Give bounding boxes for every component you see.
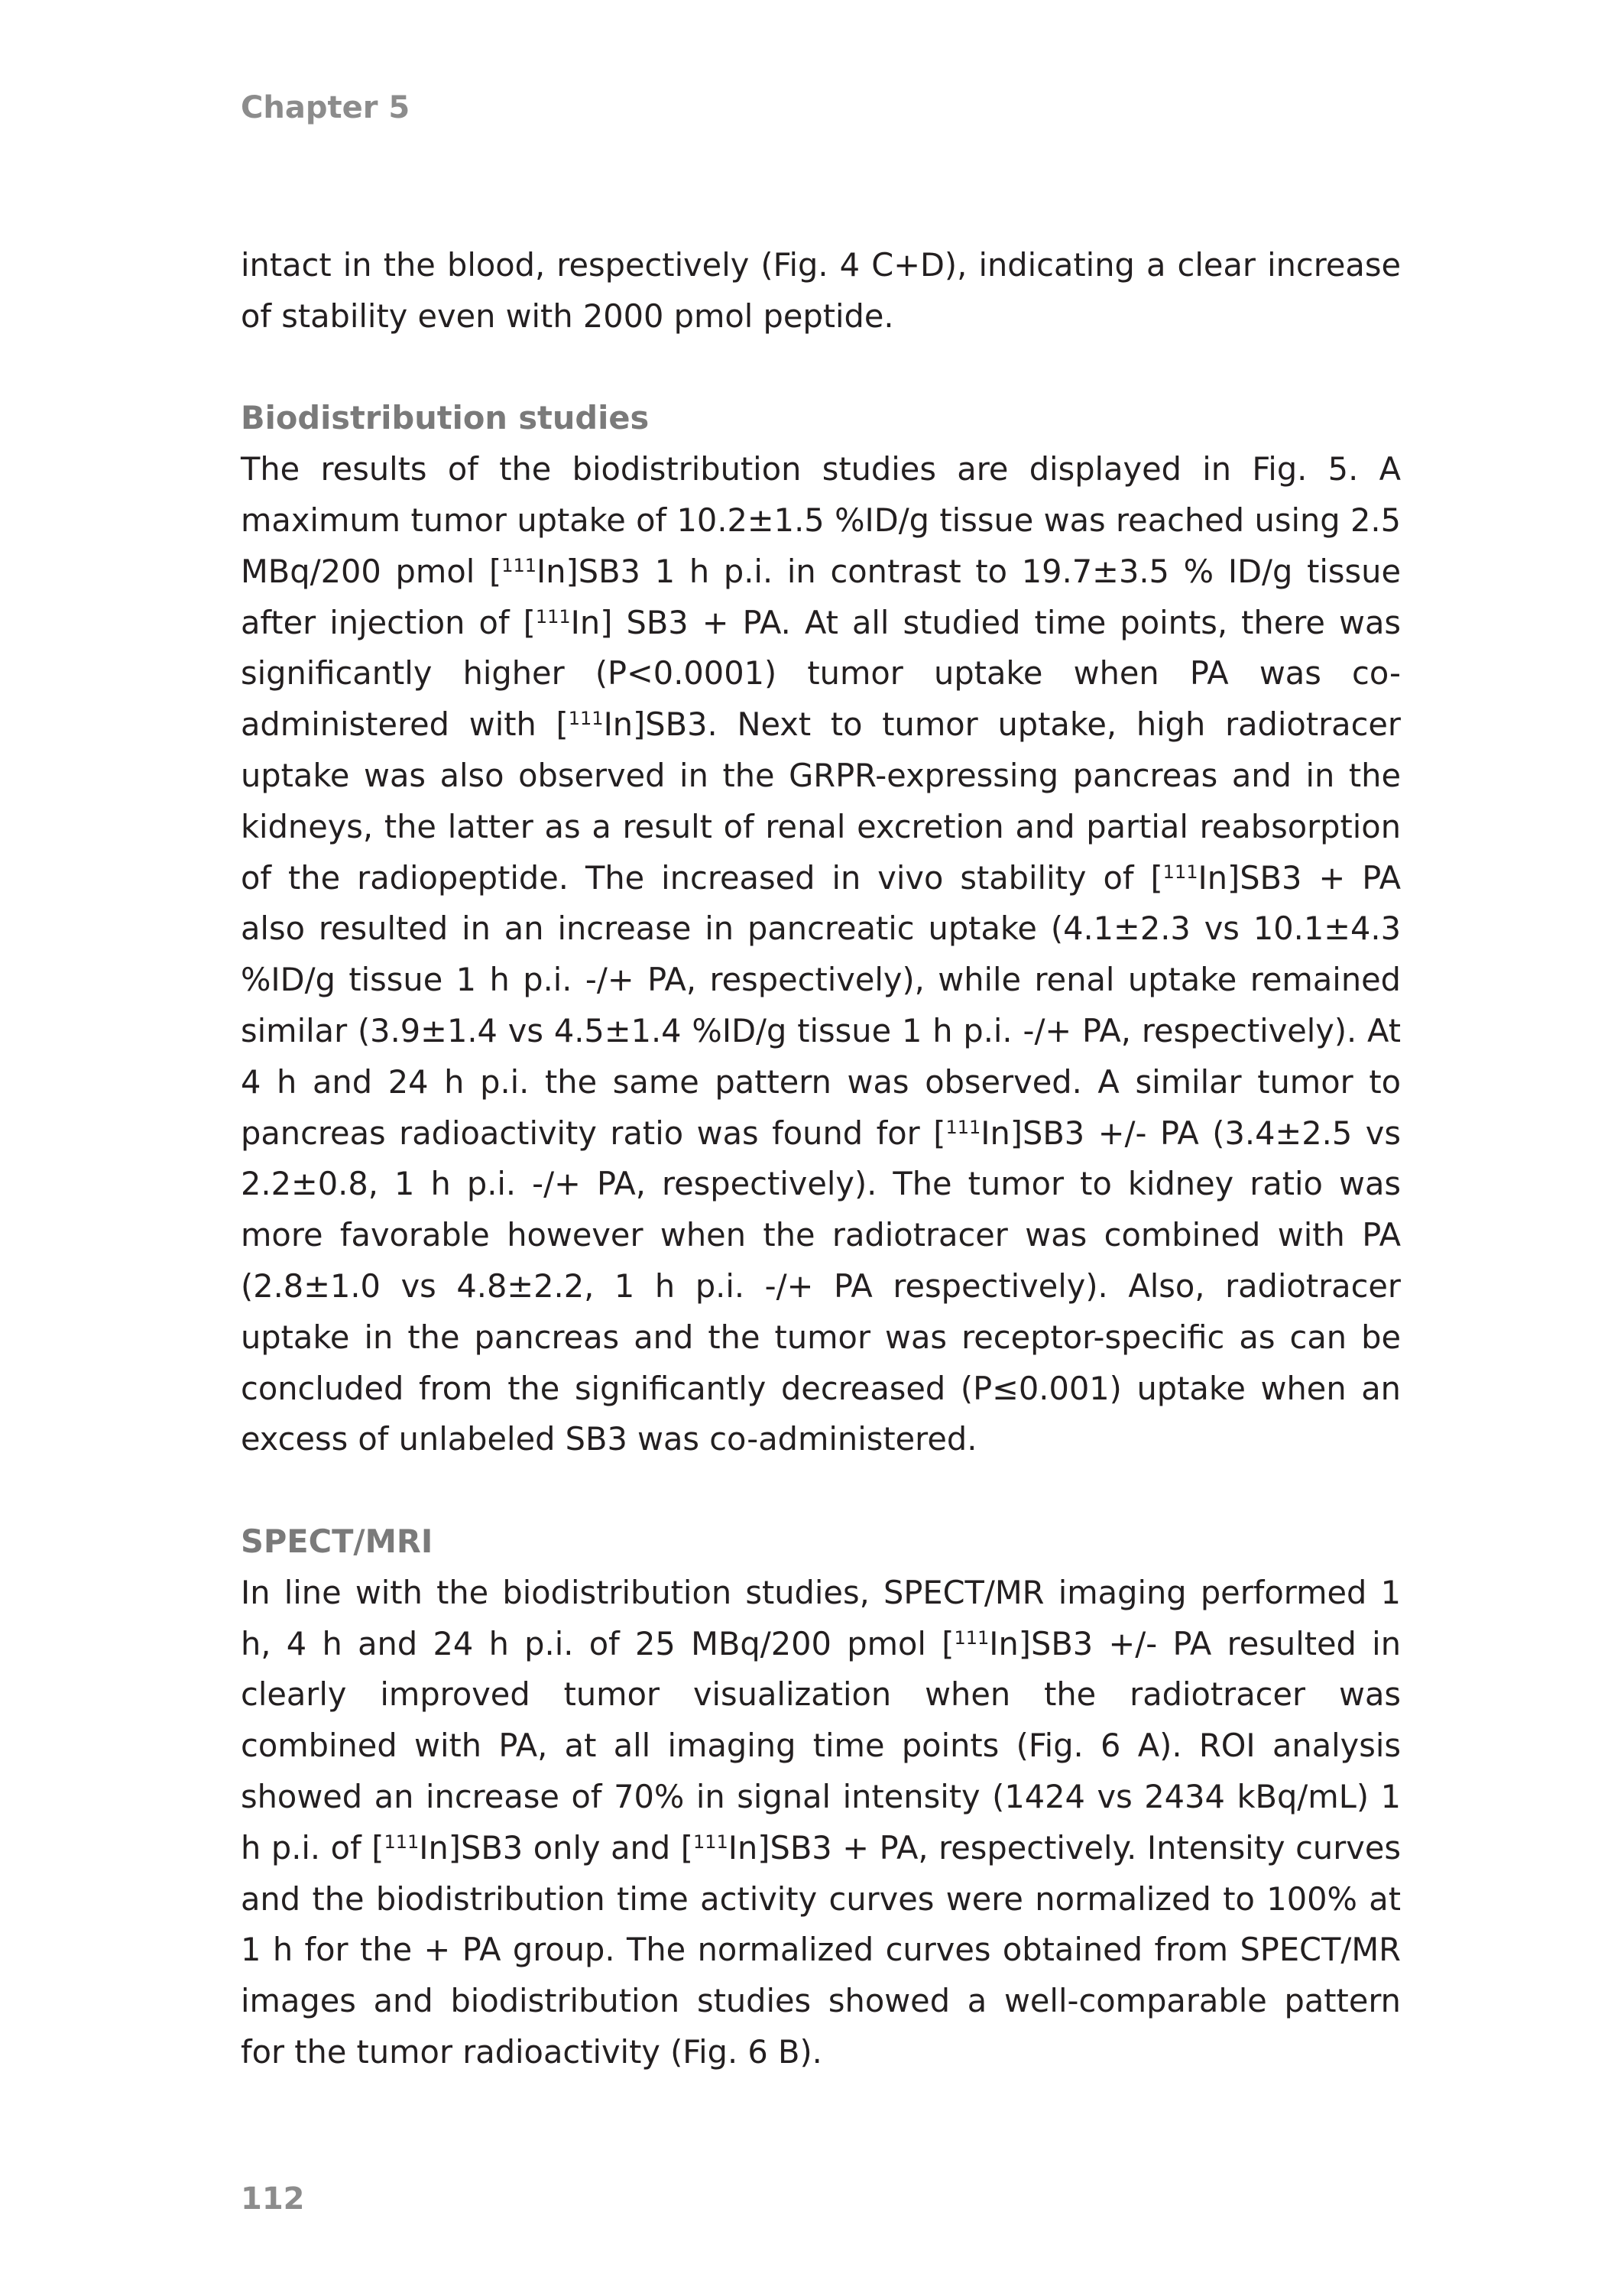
spect-mri-paragraph	[241, 1568, 1401, 2078]
text-segment: In]SB3 +/- PA (3.4±2.5 vs 2.2±0.8, 1 h p.i. -/+ PA, respectively). The tumor to kidney ratio was more favorable however when the radiotracer was combined with PA (2.8±1.0 vs 4.8±2.2, 1 h p.i. -/+ PA respectively). Also, radiotracer uptake in the pancreas and the tumor was receptor-specific as can be concluded from the significantly decreased (P≤0.001) uptake when an excess of unlabeled SB3 was co-administered.	[241, 1114, 1401, 1458]
text-column	[241, 240, 1401, 2078]
isotope-superscript: 111	[535, 605, 571, 628]
isotope-superscript: 111	[1162, 861, 1198, 883]
spect-mri-heading: SPECT/MRI	[241, 1522, 433, 1560]
paragraph-gap	[241, 1465, 1401, 1516]
chapter-header: Chapter 5	[241, 90, 410, 125]
isotope-superscript: 111	[692, 1831, 728, 1853]
isotope-superscript: 111	[954, 1627, 990, 1649]
page-number: 112	[241, 2181, 305, 2217]
isotope-superscript: 111	[568, 708, 604, 730]
text-segment: In]SB3. Next to tumor uptake, high radiotracer uptake was also observed in the GRPR-expressing pancreas and in the kidneys, the latter as a result of renal excretion and partial reabsorption of the radiopeptide. The increased in vivo stability of [	[241, 705, 1401, 897]
biodistribution-heading: Biodistribution studies	[241, 399, 650, 437]
biodistribution-paragraph	[241, 444, 1401, 1465]
text-segment: The results of the biodistribution studies are displayed in Fig. 5. A maximum tumor uptake of 10.2±1.5 %ID/g tissue was reached using 2.5 MBq/200 pmol [	[241, 450, 1401, 590]
paragraph-gap	[241, 342, 1401, 394]
text-segment: In]SB3 + PA, respectively. Intensity curves and the biodistribution time activity curves were normalized to 100% at 1 h for the + PA group. The normalized curves obtained from SPECT/MR images and biodistribution studies showed a well-comparable pattern for the tumor radioactivity (Fig. 6 B).	[241, 1828, 1401, 2071]
intro-paragraph: intact in the blood, respectively (Fig. 4 C+D), indicating a clear increase of stability even with 2000 pmol peptide.	[241, 246, 1401, 335]
text-segment: In]SB3 only and [	[419, 1828, 693, 1867]
text-segment: In]SB3 + PA also resulted in an increase in pancreatic uptake (4.1±2.3 vs 10.1±4.3 %ID/g tissue 1 h p.i. -/+ PA, respectively), while renal uptake remained similar (3.9±1.4 vs 4.5±1.4 %ID/g tissue 1 h p.i. -/+ PA, respectively). At 4 h and 24 h p.i. the same pattern was observed. A similar tumor to pancreas radioactivity ratio was found for [	[241, 858, 1401, 1152]
isotope-superscript: 111	[945, 1116, 981, 1138]
text-segment: In]SB3 1 h p.i. in contrast to 19.7±3.5 % ID/g tissue after injection of [	[241, 552, 1402, 641]
text-segment: In line with the biodistribution studies, SPECT/MR imaging performed 1 h, 4 h and 24 h p.i. of 25 MBq/200 pmol [	[241, 1573, 1401, 1662]
text-segment: In]SB3 +/- PA resulted in clearly improved tumor visualization when the radiotracer was combined with PA, at all imaging time points (Fig. 6 A). ROI analysis showed an increase of 70% in signal intensity (1424 vs 2434 kBq/mL) 1 h p.i. of [	[241, 1624, 1401, 1867]
text-segment: In] SB3 + PA. At all studied time points, there was significantly higher (P<0.0001) tumor uptake when PA was co-administered with [	[241, 603, 1402, 744]
isotope-superscript: 111	[501, 554, 536, 576]
isotope-superscript: 111	[384, 1831, 420, 1853]
